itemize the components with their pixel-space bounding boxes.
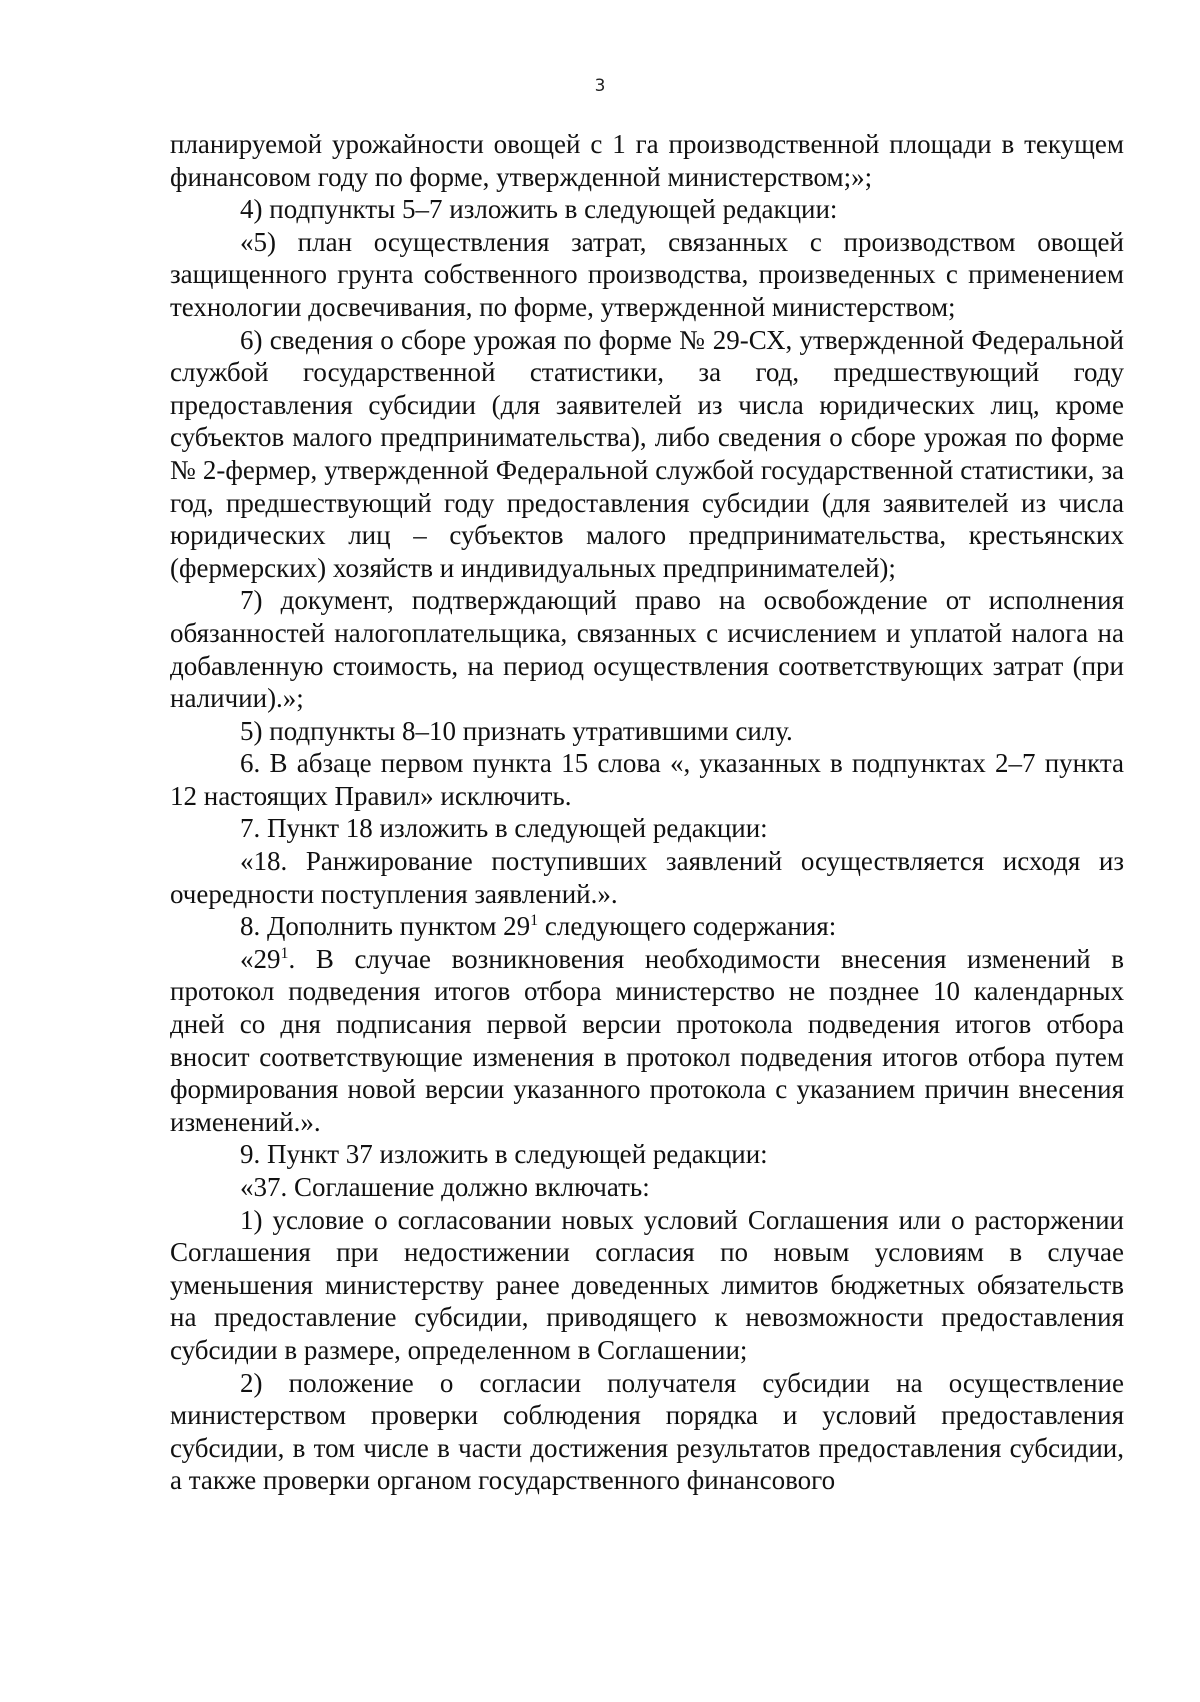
paragraph-continuation: планируемой урожайности овощей с 1 га производственной площади в текущем финансовом году по форме, утвержденной министерством;»; [170,129,1124,192]
paragraph-item-18: «18. Ранжирование поступивших заявлений осуществляется исходя из очередности поступления заявлений.». [170,846,1124,909]
paragraph-point-8-after: следующего содержания: [538,911,837,942]
superscript: 1 [280,944,289,962]
superscript: 1 [530,912,539,930]
paragraph-item-7: 7) документ, подтверждающий право на освобождение от исполнения обязанностей налогоплательщика, связанных с исчислением и уплатой налога на добавленную стоимость, на период осуществления соответствующих затрат (при наличии).»; [170,585,1124,714]
page-number: 3 [594,76,606,96]
paragraph-item-6: 6) сведения о сборе урожая по форме № 29-СХ, утвержденной Федеральной службой государственной статистики, за год, предшествующий году предоставления субсидии (для заявителей из числа юридических лиц, кроме субъектов малого предпринимательства), либо сведения о сборе урожая по форме № 2-фермер, утвержденной Федеральной службой государственной статистики, за год, предшествующий году предоставления субсидии (для заявителей из числа юридических лиц – субъектов малого предпринимательства, крестьянских (фермерских) хозяйств и индивидуальных предпринимателей); [170,324,1124,583]
paragraph-point-8-before: 8. Дополнить пунктом 29 [240,911,531,942]
document-body [170,128,1124,1497]
paragraph-item-29-1 [170,943,1124,1139]
paragraph-item-5: «5) план осуществления затрат, связанных с производством овощей защищенного грунта собственного производства, произведенных с применением технологии досвечивания, по форме, утвержденной министерством; [170,226,1124,322]
paragraph-item-29-1-after: . В случае возникновения необходимости внесения изменений в протокол подведения итогов отбора министерство не позднее 10 календарных дней со дня подписания первой версии протокола подведения итогов отбора вносит соответствующие изменения в протокол подведения итогов отбора путем формирования новой версии указанного протокола с указанием причин внесения изменений.». [170,943,1124,1137]
paragraph-item-29-1-before: «29 [240,943,281,974]
paragraph-item-37-2: 2) положение о согласии получателя субсидии на осуществление министерством проверки соблюдения порядка и условий предоставления субсидии, в том числе в части достижения результатов предоставления субсидии, а также проверки органом государственного финансового [170,1367,1124,1496]
paragraph-point-6: 6. В абзаце первом пункта 15 слова «, указанных в подпунктах 2–7 пункта 12 настоящих Правил» исключить. [170,748,1124,811]
paragraph-subpoint-4: 4) подпункты 5–7 изложить в следующей редакции: [240,194,838,225]
paragraph-point-8 [170,910,1124,943]
paragraph-item-37-1: 1) условие о согласовании новых условий Соглашения или о расторжении Соглашения при недостижении согласия по новым условиям в случае уменьшения министерству ранее доведенных лимитов бюджетных обязательств на предоставление субсидии, приводящего к невозможности предоставления субсидии в размере, определенном в Соглашении; [170,1204,1124,1365]
paragraph-item-37: «37. Соглашение должно включать: [240,1172,650,1202]
paragraph-point-7: 7. Пункт 18 изложить в следующей редакции: [240,813,768,844]
paragraph-subpoint-5: 5) подпункты 8–10 признать утратившими силу. [240,715,793,746]
paragraph-point-9: 9. Пункт 37 изложить в следующей редакции: [240,1139,768,1170]
